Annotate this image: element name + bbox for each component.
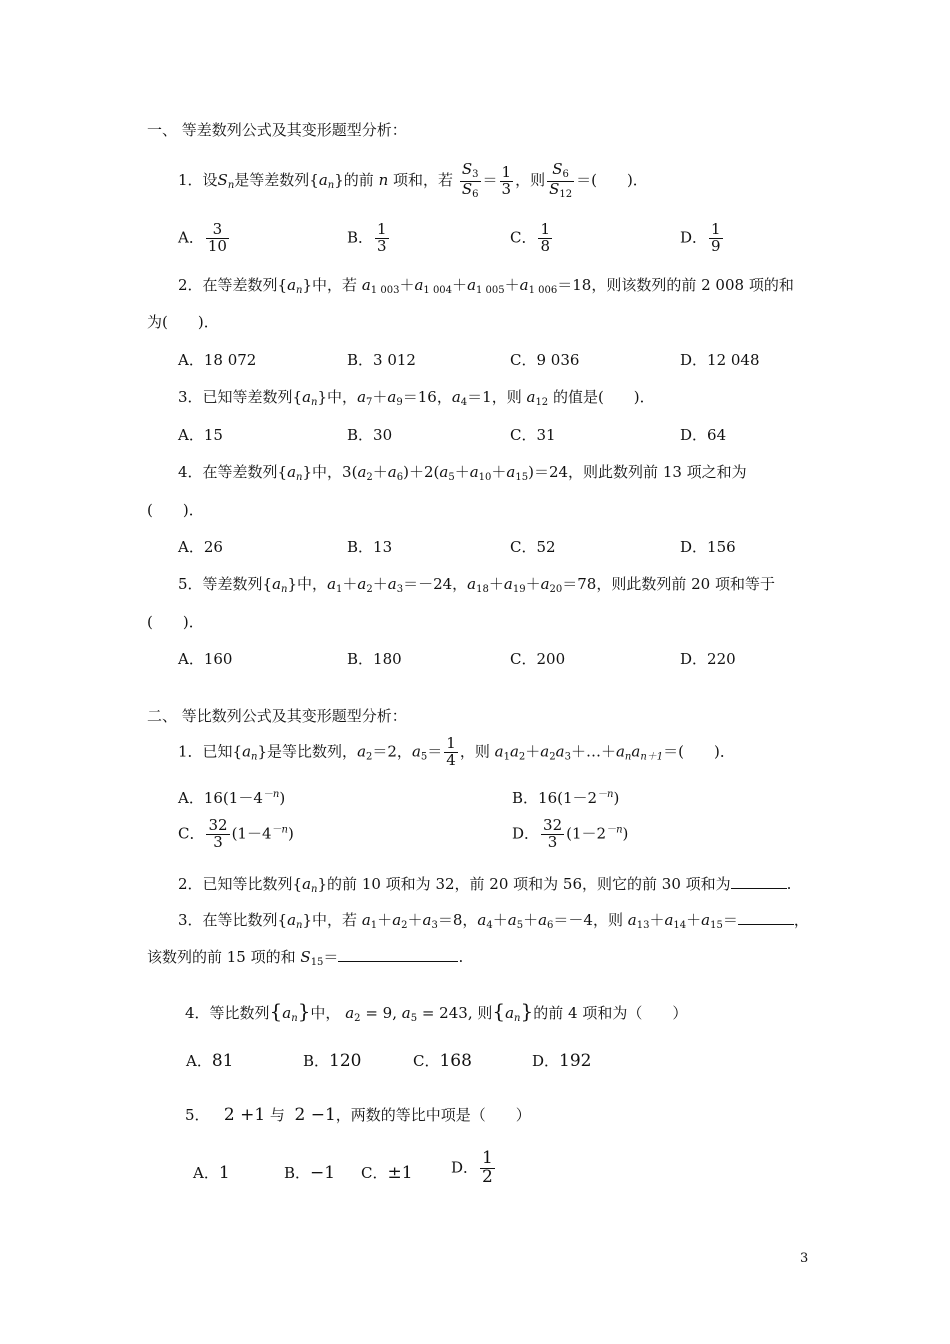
s2-question-5: 5． 2 +1 与 2 −1，两数的等比中项是（ ） [185, 1105, 531, 1125]
s2-question-3: 3．在等比数列$\{a_n\}$中，若 $a_1+a_2+a_3=8$，$a_4+a_5+a_6=-4$，则 $a_{13}+a_{14}+a_{15}=$ ， [178, 911, 809, 931]
s2-question-3-cont: 该数列的前 15 项的和 $S_{15}=$ . [147, 948, 464, 968]
answer-blank[interactable] [338, 947, 458, 962]
s1-question-1: 1．设$S_n$是等差数列$\{a_n\}$的前 n 项和，若 $\frac{S_3}{S_6}$ ＝ $\frac{1}{3}$ ，则 $\frac{S_6}{S_{12}}$ ＝( )． [178, 160, 648, 200]
s1-q1-option-a: A． $\frac{3}{10}$ [178, 220, 227, 255]
s1-q5-option-a: A．160 [178, 650, 233, 668]
page-number: 3 [800, 1251, 809, 1266]
fraction-s6-s12: $\frac{S_6}{S_{12}}$ [549, 160, 573, 200]
s1-question-4: 4．在等差数列$\{a_n\}$中，$3(a_2+a_6)+2(a_5+a_{10}+a_{15})=24$，则此数列前 13 项之和为 [178, 463, 747, 483]
s2-q5-option-b: B．−1 [284, 1163, 336, 1183]
s1-question-5-cont: ( )． [147, 613, 204, 631]
fraction-one-third: $\frac{1}{3}$ [501, 162, 512, 198]
answer-blank[interactable] [738, 910, 794, 925]
s2-question-2: 2．已知等比数列$\{a_n\}$的前 10 项和为 32，前 20 项和为 56，则它的前 30 项和为 . [178, 875, 792, 895]
s1-q5-option-d: D．220 [680, 650, 736, 668]
s1-q1-option-c: C． $\frac{1}{8}$ [510, 220, 551, 255]
s1-q1-option-b: B． $\frac{1}{3}$ [347, 220, 387, 255]
s1-q5-option-b: B．180 [347, 650, 402, 668]
s2-q4-option-a: A．81 [186, 1051, 234, 1071]
s1-q5-option-c: C．200 [510, 650, 566, 668]
s1-question-2-cont: 为( )． [147, 313, 219, 331]
fraction-one-quarter: $\frac{1}{4}$ [446, 734, 456, 769]
s1-question-5: 5．等差数列$\{a_n\}$中，$a_1+a_2+a_3=-24$，$a_{18}+a_{19}+a_{20}=78$，则此数列前 20 项和等于 [178, 575, 775, 595]
answer-blank[interactable] [731, 874, 787, 889]
section-1-title: 一、 等差数列公式及其变形题型分析： [147, 121, 407, 139]
s2-q1-option-b: B．$16(1-2^{-n})$ [512, 789, 620, 807]
s2-q1-option-d: D． $\frac{32}{3}$ $(1-2^{-n})$ [512, 816, 629, 851]
s1-q3-option-a: A．15 [178, 426, 223, 444]
s2-q5-option-d: D． $\frac{1}{2}$ [451, 1148, 493, 1187]
s1-question-2: 2．在等差数列$\{a_n\}$中，若 $a_{1 003}+a_{1 004}+a_{1 005}+a_{1 006}=18$，则该数列的前 2 008 项的和 [178, 276, 794, 296]
s1-q3-option-d: D．64 [680, 426, 727, 444]
s2-q1-option-a: A．$16(1-4^{-n})$ [178, 789, 286, 807]
s1-question-4-cont: ( )． [147, 501, 204, 519]
s2-question-4: 4．等比数列$\{a_n\}$中， $a_2 = 9$, $a_5 = 243$, 则$\{a_n\}$的前 4 项和为（ ） [185, 999, 688, 1024]
s1-q4-option-a: A．26 [178, 538, 223, 556]
s1-question-3: 3．已知等差数列$\{a_n\}$中，$a_7+a_9=16$，$a_4=1$，则 $a_{12}$ 的值是( )． [178, 388, 655, 408]
s1-q2-option-c: C．9 036 [510, 351, 580, 369]
fraction-s3-s6: $\frac{S_3}{S_6}$ [461, 160, 479, 200]
s2-q4-option-d: D．192 [532, 1051, 592, 1071]
s1-q4-option-c: C．52 [510, 538, 556, 556]
s2-q5-option-a: A．1 [193, 1163, 230, 1183]
s1-q3-option-c: C．31 [510, 426, 556, 444]
s1-q1-option-d: D． $\frac{1}{9}$ [680, 220, 721, 255]
s2-q1-option-c: C． $\frac{32}{3}$ $(1-4^{-n})$ [178, 816, 294, 851]
s2-question-1: 1．已知$\{a_n\}$是等比数列，$a_2=2$，$a_5=$ $\frac{1}{4}$ ，则 $a_1a_2+a_2a_3+\dots+a_na_{n+1}=$( )． [178, 734, 735, 769]
s2-q5-option-c: C．±1 [361, 1163, 413, 1183]
s1-q4-option-b: B．13 [347, 538, 393, 556]
s1-q2-option-d: D．12 048 [680, 351, 760, 369]
s1-q2-option-b: B．3 012 [347, 351, 416, 369]
s1-q4-option-d: D．156 [680, 538, 736, 556]
s1-q3-option-b: B．30 [347, 426, 393, 444]
s2-q4-option-b: B．120 [303, 1051, 362, 1071]
s1-q2-option-a: A．18 072 [178, 351, 257, 369]
s2-q4-option-c: C．168 [413, 1051, 472, 1071]
section-2-title: 二、 等比数列公式及其变形题型分析： [147, 707, 407, 725]
